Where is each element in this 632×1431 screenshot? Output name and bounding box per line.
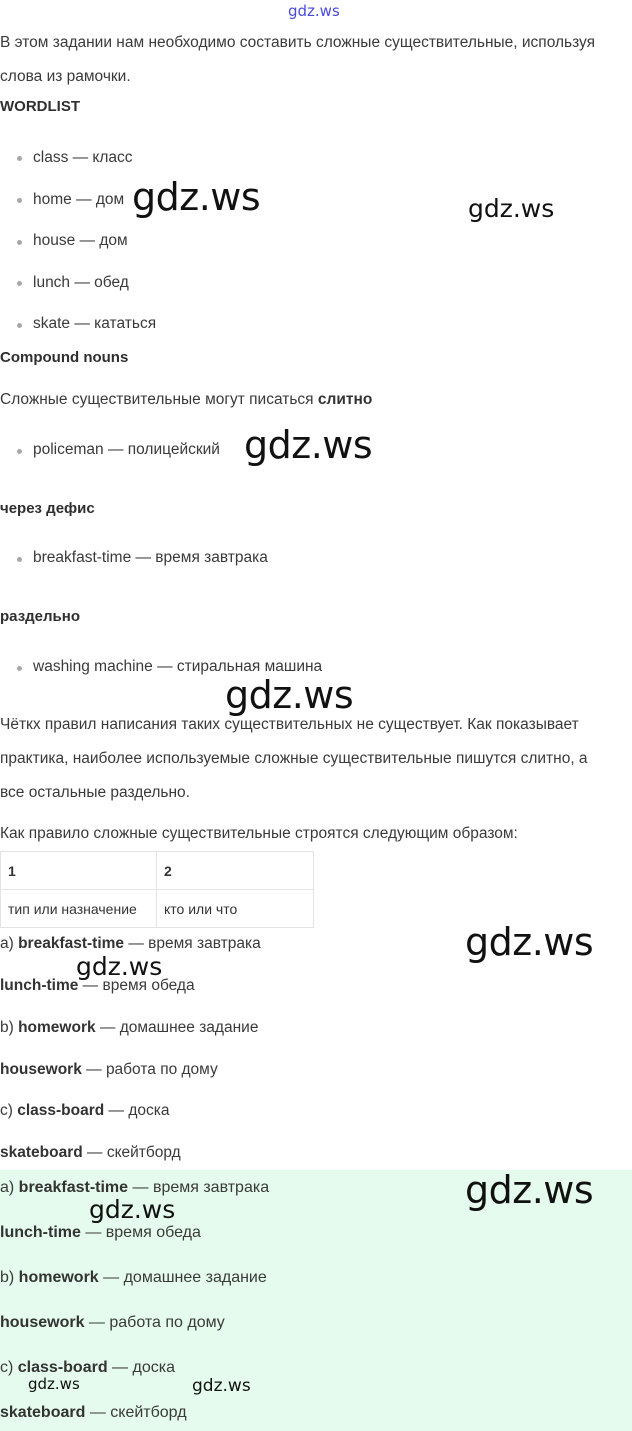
answer-row-highlighted	[0, 1403, 187, 1423]
answer-word: class-board	[17, 1102, 105, 1119]
answer-word: lunch-time	[0, 1224, 81, 1241]
bullet	[17, 449, 22, 454]
answer-row	[0, 1143, 181, 1163]
answer-word: breakfast-time	[18, 1179, 129, 1196]
answer-row-highlighted	[0, 1223, 201, 1243]
watermark: gdz.ws	[28, 1375, 80, 1393]
answer-row	[0, 934, 261, 954]
compound-intro-text: Сложные существительные могут писаться	[0, 391, 318, 408]
separate-heading: раздельно	[0, 608, 80, 625]
watermark: gdz.ws	[225, 673, 354, 717]
wordlist-item: house — дом	[33, 232, 128, 249]
bullet	[17, 323, 22, 328]
bullet	[17, 557, 22, 562]
answer-translation: — домашнее задание	[95, 1019, 259, 1036]
table-cell-what: кто или что	[157, 890, 314, 928]
answer-word: homework	[18, 1019, 96, 1036]
answer-prefix: b)	[0, 1019, 19, 1036]
bullet	[17, 156, 22, 161]
answer-word: skateboard	[0, 1144, 83, 1161]
answer-translation: — домашнее задание	[98, 1269, 267, 1286]
watermark: gdz.ws	[192, 1376, 251, 1396]
answer-translation: — работа по дому	[84, 1314, 225, 1331]
compound-intro-bold: слитно	[317, 391, 373, 408]
watermark: gdz.ws	[468, 194, 555, 223]
wordlist-item: skate — кататься	[33, 315, 157, 332]
watermark: gdz.ws	[465, 920, 594, 964]
watermark: gdz.ws	[132, 175, 261, 219]
answer-row-highlighted	[0, 1358, 175, 1378]
answer-prefix: c)	[0, 1359, 18, 1376]
answer-translation: — время обеда	[78, 977, 195, 994]
wordlist-item: class — класс	[33, 149, 133, 166]
rules-text: Чёткх правил написания таких существительных не существует. Как показывает практика, наиболее используемые сложные существительные пишутся слитно, а все остальные раздельно.	[0, 716, 588, 801]
example-breakfast-time: breakfast-time — время завтрака	[33, 549, 268, 566]
answer-prefix: a)	[0, 1179, 19, 1196]
answer-row	[0, 1060, 218, 1080]
wordlist-item: lunch — обед	[33, 274, 129, 291]
watermark-top: gdz.ws	[288, 2, 340, 20]
structure-text: Как правило сложные существительные строятся следующим образом:	[0, 825, 518, 842]
compound-heading: Compound nouns	[0, 349, 129, 366]
answer-prefix: c)	[0, 1102, 18, 1119]
answer-row	[0, 1101, 170, 1121]
structure-table	[0, 851, 314, 928]
compound-intro	[0, 390, 372, 410]
answer-translation: — скейтборд	[85, 1404, 187, 1421]
table-header-1: 1	[1, 852, 157, 890]
table-header-2: 2	[157, 852, 314, 890]
bullet	[17, 666, 22, 671]
answer-prefix: b)	[0, 1269, 19, 1286]
answer-row-highlighted	[0, 1268, 267, 1288]
answer-word: skateboard	[0, 1404, 86, 1421]
answer-translation: — время обеда	[80, 1224, 201, 1241]
example-washing-machine: washing machine — стиральная машина	[33, 658, 323, 675]
watermark: gdz.ws	[465, 1168, 594, 1212]
answer-word: class-board	[17, 1359, 108, 1376]
bullet	[17, 240, 22, 245]
hyphen-heading: через дефис	[0, 500, 95, 517]
table-cell-type: тип или назначение	[1, 890, 157, 928]
bullet	[17, 281, 22, 286]
answer-translation: — время завтрака	[128, 1179, 270, 1196]
example-policeman: policeman — полицейский	[33, 441, 220, 458]
answer-translation: — скейтборд	[82, 1144, 181, 1161]
answer-word: homework	[18, 1269, 99, 1286]
watermark: gdz.ws	[76, 952, 163, 981]
watermark: gdz.ws	[89, 1195, 176, 1224]
bullet	[17, 198, 22, 203]
answer-word: lunch-time	[0, 977, 79, 994]
intro-text: В этом задании нам необходимо составить сложные существительные, используя слова из рамочки.	[0, 34, 595, 85]
wordlist-heading: WORDLIST	[0, 98, 80, 115]
answer-prefix: a)	[0, 935, 19, 952]
answer-row	[0, 1018, 258, 1038]
wordlist-item: home — дом	[33, 191, 125, 208]
watermark: gdz.ws	[244, 423, 373, 467]
answer-row-highlighted	[0, 1313, 225, 1333]
answer-translation: — доска	[104, 1102, 170, 1119]
answer-word: housework	[0, 1314, 85, 1331]
answer-word: housework	[0, 1061, 82, 1078]
answer-translation: — доска	[107, 1359, 175, 1376]
answer-translation: — время завтрака	[124, 935, 261, 952]
answer-word: breakfast-time	[18, 935, 125, 952]
answer-translation: — работа по дому	[81, 1061, 218, 1078]
